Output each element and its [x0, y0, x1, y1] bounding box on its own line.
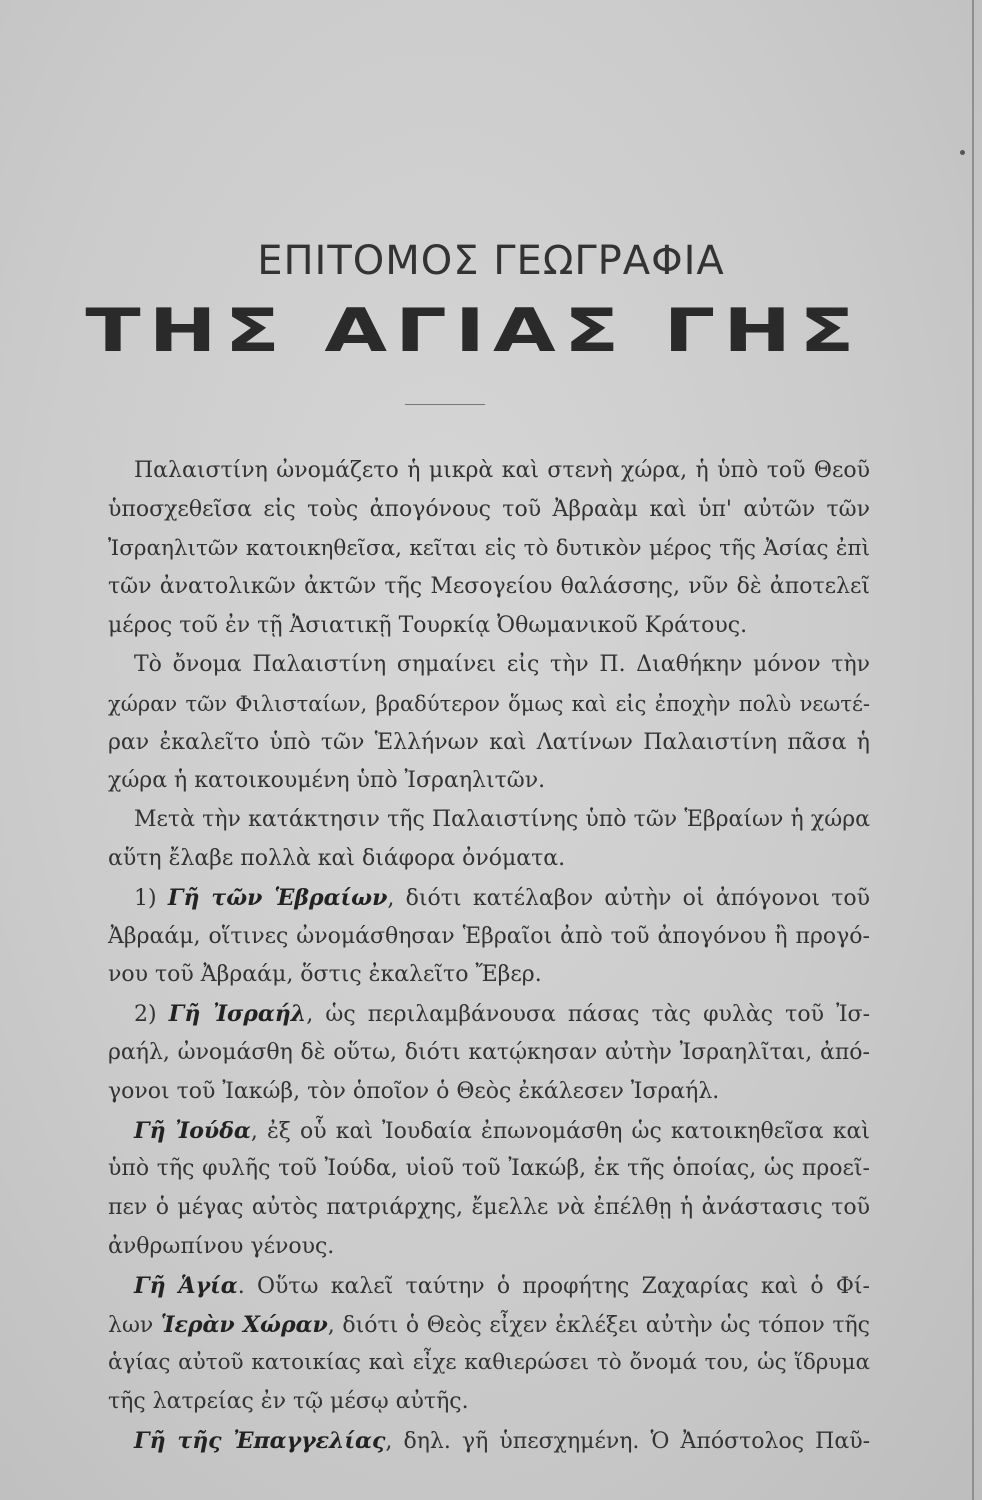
text-line: αὕτη ἔλαβε πολλὰ καὶ διάφορα ὀνόματα. [108, 845, 566, 871]
text-line: πεν ὁ μέγας αὐτὸς πατριάρχης, ἔμελλε νὰ ἐπέλθῃ ἡ ἀνάστασις τοῦ [108, 1195, 870, 1221]
text-line: Ἀβραάμ, οἵτινες ὠνομάσθησαν Ἑβραῖοι ἀπὸ τοῦ ἀπογόνου ἢ προγό- [108, 923, 870, 949]
text-line: ραν ἐκαλεῖτο ὑπὸ τῶν Ἑλλήνων καὶ Λατίνων Παλαιστίνη πᾶσα ἡ [108, 729, 870, 755]
page-title: ΕΠΙΤΟΜΟΣ ΓΕΩΓΡΑΦΙΑ [257, 238, 725, 284]
text-line: Ἰσραηλιτῶν κατοικηθεῖσα, κεῖται εἰς τὸ δυτικὸν μέρος τῆς Ἀσίας ἐπὶ [108, 535, 870, 561]
text-line: ἁγίας αὐτοῦ κατοικίας καὶ εἶχε καθιερώσει τὸ ὄνομά του, ὡς ἵδρυμα [108, 1350, 870, 1376]
term-hebrews: Γῆ τῶν Ἑβραίων [167, 884, 388, 911]
term-promised-land: Γῆ τῆς Ἐπαγγελίας [134, 1427, 386, 1454]
body-text [108, 452, 870, 1461]
page-subtitle: ΤΗΣ ΑΓΙΑΣ ΓΗΣ [85, 296, 863, 366]
text-line: ὑποσχεθεῖσα εἰς τοὺς ἀπογόνους τοῦ Ἀβραὰμ καὶ ὑπ' αὐτῶν τῶν [108, 496, 870, 522]
text-line: τῆς λατρείας ἐν τῷ μέσῳ αὐτῆς. [108, 1389, 469, 1415]
text-line: Παλαιστίνη ὠνομάζετο ἡ μικρὰ καὶ στενὴ χώρα, ἡ ὑπὸ τοῦ Θεοῦ [134, 458, 870, 483]
term-israel: Γῆ Ἰσραήλ [168, 1001, 307, 1028]
text-line: Γῆ Ἁγία. Οὕτω καλεῖ ταύτην ὁ προφήτης Ζαχαρίας καὶ ὁ Φί- [134, 1272, 870, 1299]
text-line: τῶν ἀνατολικῶν ἀκτῶν τῆς Μεσογείου θαλάσσης, νῦν δὲ ἀποτελεῖ [108, 574, 870, 600]
text-line: χώραν τῶν Φιλισταίων, βραδύτερον ὅμως καὶ εἰς ἐποχὴν πολὺ νεωτέ- [108, 691, 870, 716]
term-judah: Γῆ Ἰούδα [134, 1117, 251, 1144]
page-edge [972, 0, 974, 1500]
text-line: Γῆ Ἰούδα, ἐξ οὗ καὶ Ἰουδαία ἐπωνομάσθη ὡς κατοικηθεῖσα καὶ [134, 1117, 871, 1144]
text-line: 2) Γῆ Ἰσραήλ, ὡς περιλαμβάνουσα πάσας τὰς φυλὰς τοῦ Ἰσ- [134, 1001, 871, 1028]
text-line: Μετὰ τὴν κατάκτησιν τῆς Παλαιστίνης ὑπὸ τῶν Ἑβραίων ἡ χώρα [134, 807, 870, 833]
text-line: ἀνθρωπίνου γένους. [108, 1233, 335, 1259]
title-divider [405, 404, 485, 405]
text-line: ραήλ, ὠνομάσθη δὲ οὕτω, διότι κατῴκησαν αὐτὴν Ἰσραηλῖται, ἀπό- [108, 1039, 870, 1065]
text-line: ὑπὸ τῆς φυλῆς τοῦ Ἰούδα, υἱοῦ τοῦ Ἰακώβ, ἐκ τῆς ὁποίας, ὡς προεῖ- [108, 1156, 870, 1182]
term-holy-land: Γῆ Ἁγία [134, 1272, 238, 1299]
text-line: λων Ἱερὰν Χώραν, διότι ὁ Θεὸς εἶχεν ἐκλέξει αὐτὴν ὡς τόπον τῆς [108, 1311, 871, 1338]
text-line: χώρα ἡ κατοικουμένη ὑπὸ Ἰσραηλιτῶν. [108, 768, 546, 794]
text-line: Γῆ τῆς Ἐπαγγελίας, δηλ. γῆ ὑπεσχημένη. Ὁ Ἀπόστολος Παῦ- [134, 1427, 870, 1454]
term-sacred-land: Ἱερὰν Χώραν [160, 1311, 328, 1338]
text-line: νου τοῦ Ἀβραάμ, ὅστις ἐκαλεῖτο Ἔβερ. [108, 962, 542, 988]
text-line: μέρος τοῦ ἐν τῇ Ἀσιατικῇ Τουρκίᾳ Ὀθωμανικοῦ Κράτους. [108, 613, 748, 639]
text-line: γονοι τοῦ Ἰακώβ, τὸν ὁποῖον ὁ Θεὸς ἐκάλεσεν Ἰσραήλ. [108, 1078, 720, 1104]
text-line: Τὸ ὄνομα Παλαιστίνη σημαίνει εἰς τὴν Π. Διαθήκην μόνον τὴν [134, 651, 870, 677]
ink-spot [960, 150, 965, 155]
text-line: 1) Γῆ τῶν Ἑβραίων, διότι κατέλαβον αὐτὴν οἱ ἀπόγονοι τοῦ [134, 884, 871, 911]
